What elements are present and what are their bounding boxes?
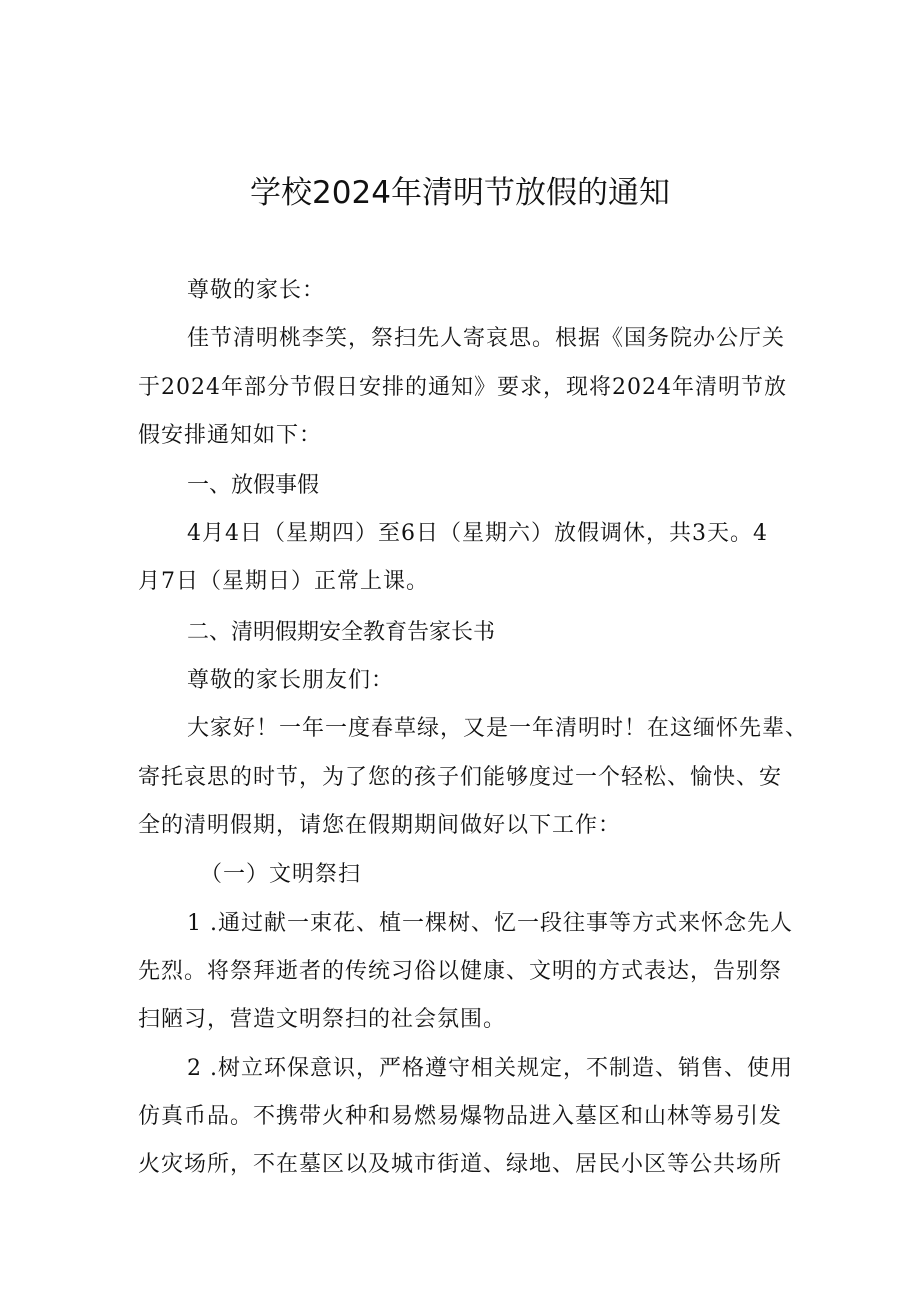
intro-line-2: 于2024年部分节假日安排的通知》要求，现将2024年清明节放 [138,375,787,400]
item-1-line-1: 1 .通过献一束花、植一棵树、忆一段往事等方式来怀念先人 [187,911,793,936]
item-2-line-1: 2 .树立环保意识，严格遵守相关规定，不制造、销售、使用 [187,1056,793,1081]
schedule-line-2: 月7日（星期日）正常上课。 [138,569,429,594]
letter-line-1: 大家好！一年一度春草绿，又是一年清明时！在这缅怀先辈、 [187,716,809,741]
item-1-line-3: 扫陋习，营造文明祭扫的社会氛围。 [138,1007,507,1032]
subsection-heading-1: （一）文明祭扫 [200,862,362,887]
salutation: 尊敬的家长： [187,278,326,303]
item-2-line-2: 仿真币品。不携带火种和易燃易爆物品进入墓区和山林等易引发 [138,1104,783,1129]
document-title: 学校2024年清明节放假的通知 [250,175,670,211]
intro-line-1: 佳节清明桃李笑，祭扫先人寄哀思。根据《国务院办公厅关 [187,326,786,351]
letter-salutation: 尊敬的家长朋友们： [187,668,395,693]
section-heading-1: 一、放假事假 [187,473,320,498]
schedule-line-1: 4月4日（星期四）至6日（星期六）放假调休，共3天。4 [187,521,768,546]
intro-line-3: 假安排通知如下： [138,423,323,448]
section-heading-2: 二、清明假期安全教育告家长书 [187,620,496,645]
item-2-line-3: 火灾场所，不在墓区以及城市街道、绿地、居民小区等公共场所 [138,1152,783,1177]
item-1-line-2: 先烈。将祭拜逝者的传统习俗以健康、文明的方式表达，告别祭 [138,959,783,984]
letter-line-2: 寄托哀思的时节，为了您的孩子们能够度过一个轻松、愉快、安 [138,765,783,790]
letter-line-3: 全的清明假期，请您在假期期间做好以下工作： [138,813,622,838]
